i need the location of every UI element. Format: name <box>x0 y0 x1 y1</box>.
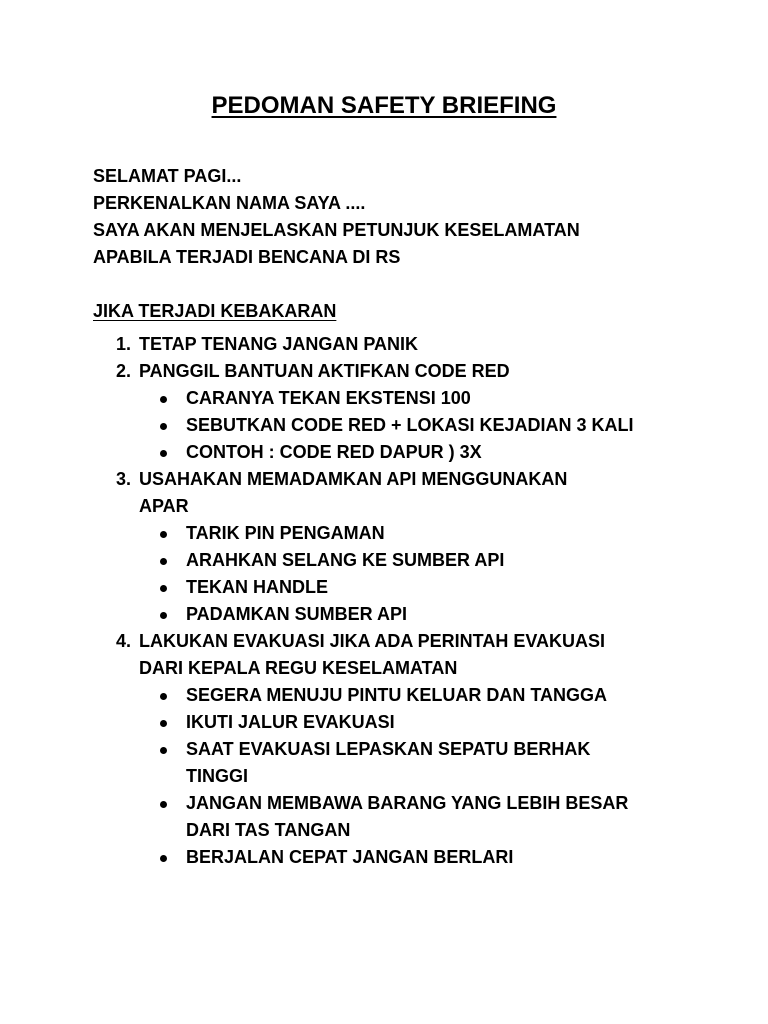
step-item <box>93 628 693 682</box>
bullet-item <box>139 682 693 709</box>
bullet-dot-icon <box>160 396 167 403</box>
bullet-item <box>139 574 693 601</box>
bullet-dot-icon <box>160 693 167 700</box>
bullet-dot-icon <box>160 585 167 592</box>
step-number: 3. <box>116 469 132 489</box>
bullet-item <box>139 547 693 574</box>
document-body <box>93 163 693 871</box>
bullet-list <box>139 520 693 628</box>
step-bullets-container <box>93 520 693 628</box>
bullet-list <box>139 682 693 871</box>
bullet-item <box>139 844 693 871</box>
bullet-dot-icon <box>160 531 167 538</box>
section-heading <box>93 298 693 325</box>
step-item <box>93 466 693 520</box>
bullet-text: CARANYA TEKAN EKSTENSI 100 <box>186 388 471 408</box>
bullet-item <box>139 790 693 844</box>
step-number: 2. <box>116 361 132 381</box>
bullet-item <box>139 520 693 547</box>
bullet-text: JANGAN MEMBAWA BARANG YANG LEBIH BESAR <box>186 793 629 813</box>
bullet-dot-icon <box>160 450 167 457</box>
bullet-dot-icon <box>160 855 167 862</box>
step-number: 4. <box>116 631 132 651</box>
bullet-item <box>139 709 693 736</box>
bullet-text: SAAT EVAKUASI LEPASKAN SEPATU BERHAK <box>186 739 591 759</box>
bullet-list <box>139 385 693 466</box>
intro-line: APABILA TERJADI BENCANA DI RS <box>93 247 401 267</box>
bullet-dot-icon <box>160 720 167 727</box>
step-number: 1. <box>116 334 132 354</box>
bullet-item <box>139 439 693 466</box>
step-bullets-container <box>93 682 693 871</box>
page-title <box>0 88 768 124</box>
intro-line: SAYA AKAN MENJELASKAN PETUNJUK KESELAMATAN <box>93 220 580 240</box>
intro-line: SELAMAT PAGI... <box>93 166 242 186</box>
bullet-item <box>139 736 693 790</box>
bullet-text: TARIK PIN PENGAMAN <box>186 523 385 543</box>
bullet-item <box>139 412 693 439</box>
intro-block <box>93 163 693 271</box>
bullet-dot-icon <box>160 801 167 808</box>
bullet-text: PADAMKAN SUMBER API <box>186 604 408 624</box>
step-item <box>93 331 693 358</box>
bullet-text: SEGERA MENUJU PINTU KELUAR DAN TANGGA <box>186 685 608 705</box>
step-text: USAHAKAN MEMADAMKAN API MENGGUNAKAN <box>139 469 568 489</box>
bullet-dot-icon <box>160 558 167 565</box>
bullet-text: ARAHKAN SELANG KE SUMBER API <box>186 550 505 570</box>
step-text: PANGGIL BANTUAN AKTIFKAN CODE RED <box>139 361 510 381</box>
bullet-text: BERJALAN CEPAT JANGAN BERLARI <box>186 847 514 867</box>
bullet-text: IKUTI JALUR EVAKUASI <box>186 712 395 732</box>
bullet-text: TINGGI <box>186 766 248 786</box>
steps-list <box>93 331 693 871</box>
bullet-item <box>139 601 693 628</box>
bullet-text: TEKAN HANDLE <box>186 577 328 597</box>
step-text: DARI KEPALA REGU KESELAMATAN <box>139 658 458 678</box>
step-text: APAR <box>139 496 189 516</box>
bullet-item <box>139 385 693 412</box>
intro-line: PERKENALKAN NAMA SAYA .... <box>93 193 366 213</box>
step-bullets-container <box>93 385 693 466</box>
bullet-text: SEBUTKAN CODE RED + LOKASI KEJADIAN 3 KALI <box>186 415 634 435</box>
section-heading-text: JIKA TERJADI KEBAKARAN <box>93 301 337 321</box>
bullet-text: DARI TAS TANGAN <box>186 820 351 840</box>
step-text: LAKUKAN EVAKUASI JIKA ADA PERINTAH EVAKUASI <box>139 631 606 651</box>
bullet-dot-icon <box>160 747 167 754</box>
step-text: TETAP TENANG JANGAN PANIK <box>139 334 419 354</box>
bullet-dot-icon <box>160 423 167 430</box>
step-item <box>93 358 693 385</box>
bullet-text: CONTOH : CODE RED DAPUR ) 3X <box>186 442 482 462</box>
page-title-text: PEDOMAN SAFETY BRIEFING <box>211 92 557 119</box>
bullet-dot-icon <box>160 612 167 619</box>
